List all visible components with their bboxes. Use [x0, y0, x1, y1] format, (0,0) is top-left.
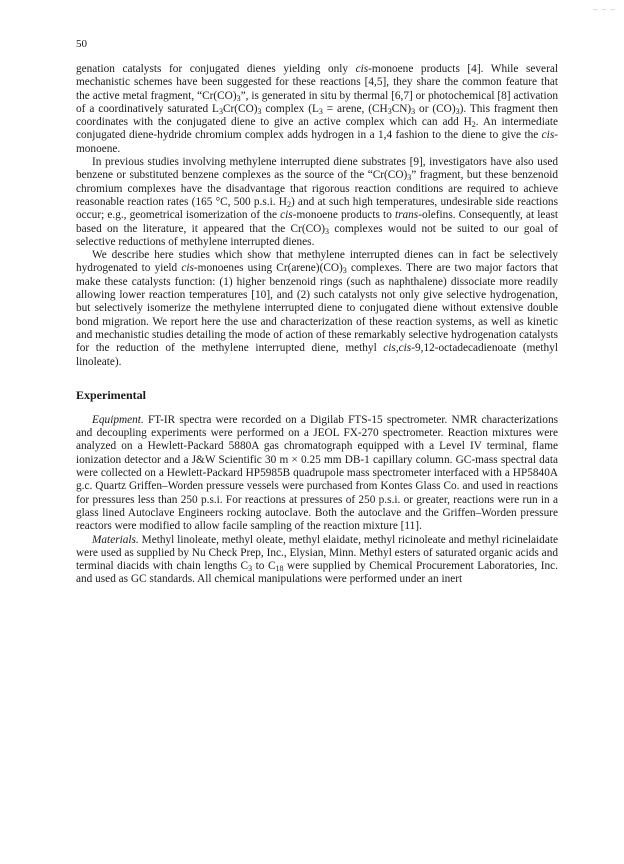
- text-run: ). This fragment then coordinates with the conjugated diene to give an active complex which can add H: [76, 102, 558, 129]
- text-run: were supplied by Chemical Procurement Laboratories, Inc. and used as GC standards. All chemical manipulations were performed under an inert: [76, 560, 558, 586]
- text-run: ” fragment, but these benzenoid chromium complexes have the disadvantage that rigorous reaction conditions are required to achieve reasonable reaction rates (165 °C, 500 p.s.i. H: [76, 169, 559, 208]
- subscript: 18: [275, 564, 284, 574]
- italic-text: cis: [541, 129, 555, 142]
- text-run: Methyl linoleate, methyl oleate, methyl elaidate, methyl ricinoleate and methyl ricinelaidate were used as supplied by Nu Check Prep, Inc., Elysian, Minn. Methyl esters of saturated organic acids and terminal diacids with chain lengths C: [76, 533, 558, 573]
- text-run: -monoenes using Cr(arene)(CO): [193, 262, 343, 275]
- text-run: complex (L: [261, 102, 319, 115]
- text-run: complexes. There are two major factors that make these catalysts function: (1) higher benzenoid rings (such as naphthalene) dissociate more readily allowing lower reaction temperatures [10], and (2) such catalysts not only give selective hydrogenation, but selectively isomerize the methylene interrupted diene to conjugated diene without extensive double bond migration. We report here the use and characterization of these reaction systems, as well as kinetic and mechanistic studies detailing the mode of action of these remarkably selective hydrogenation catalysts for the reduction of the methylene interrupted diene, methyl: [76, 262, 558, 355]
- text-run: -monoene products [4]. While several mechanistic schemes have been suggested for these reactions [4,5], they share the common feature that the active metal fragment, “Cr(CO): [76, 63, 558, 102]
- subscript: 3: [257, 106, 262, 116]
- page-content: [76, 38, 558, 587]
- text-run: genation catalysts for conjugated dienes yielding only: [76, 63, 356, 75]
- subscript: 3: [248, 564, 253, 574]
- subscript: 3: [342, 266, 347, 276]
- subscript: 3: [411, 106, 416, 116]
- subscript: 3: [407, 173, 412, 183]
- text-run: = arene, (CH: [322, 102, 388, 115]
- text-run: -olefins. Consequently, at least based on the literature, it appeared that the Cr(CO): [76, 209, 558, 235]
- page-number: 50: [76, 38, 87, 50]
- subscript: 3: [236, 93, 241, 103]
- subscript: 2: [286, 199, 291, 209]
- text-run: to C: [252, 560, 276, 573]
- italic-text: cis: [181, 262, 194, 275]
- text-run: . An intermediate conjugated diene-hydride chromium complex adds hydrogen in a 1,4 fashion to the diene to give the: [76, 116, 558, 142]
- text-run: -monoene.: [76, 129, 558, 155]
- text-run: In previous studies involving methylene interrupted diene substrates [9], investigators have also used benzene or substituted benzene complexes as the source of the “Cr(CO): [76, 156, 558, 182]
- text-run: Cr(CO): [222, 102, 258, 115]
- paragraph-this-work: [76, 249, 558, 369]
- text-run: ) and at such high temperatures, undesirable side reactions occur; e.g., geometrical isomerization of the: [76, 195, 558, 222]
- paragraph-intro-continued: [76, 63, 558, 156]
- subscript: 2: [471, 120, 476, 130]
- text-run: or (CO): [415, 102, 456, 115]
- text-run: FT-IR spectra were recorded on a Digilab FTS-15 spectrometer. NMR characterizations and decoupling experiments were performed on a JEOL FX-270 spectrometer. Reaction mixtures were analyzed on a Hewlett-Packard 5880A gas chromatograph equipped with a Level IV terminal, flame ionization detector and a J&W Scientific 30 m × 0.25 mm DB-1 capillary column. GC-mass spectral data were collected on a Hewlett-Packard HP5985B quadrupole mass spectrometer interfaced with a HP5840A g.c. Quartz Griffen–Worden pressure vessels were purchased from Kontes Glass Co. and used in reactions for pressures less than 250 p.s.i. For reactions at pressures of 250 p.s.i. or greater, reactions were run in a glass lined Autoclave Engineers rocking autoclave. Both the autoclave and the Griffen–Worden pressure reactors were modified to allow facile sampling of the reaction mixture [11].: [76, 413, 558, 533]
- subscript: 3: [325, 226, 330, 236]
- corner-mark: – – –: [593, 4, 616, 14]
- equipment-text: [76, 414, 558, 532]
- subscript: 3: [455, 106, 460, 116]
- text-run: We describe here studies which show that methylene interrupted dienes can in fact be selectively hydrogenated to yield: [76, 249, 558, 275]
- subscript: 3: [387, 106, 392, 116]
- text-run: complexes would not be suited to our goal of selective reductions of methylene interrupted dienes.: [76, 222, 558, 248]
- text-run: -9,12-octadecadienoate (methyl linoleate).: [76, 342, 558, 368]
- text-run: ”, is generated in situ by thermal [6,7] or photochemical [8] activation of a coordinatively saturated L: [76, 89, 558, 115]
- section-heading-experimental: Experimental: [76, 387, 146, 402]
- subscript: 3: [318, 106, 323, 116]
- paragraph-materials: [76, 534, 558, 587]
- italic-text: cis,cis: [383, 342, 412, 355]
- italic-text: trans: [394, 209, 419, 222]
- text-run: CN): [391, 102, 412, 115]
- text-run: -monoene products to: [292, 209, 395, 222]
- subheading-equipment: Equipment.: [92, 413, 144, 426]
- subscript: 3: [218, 106, 223, 116]
- materials-text: [76, 534, 558, 586]
- paragraph-equipment: [76, 414, 558, 534]
- paragraph-previous-studies: [76, 156, 558, 249]
- italic-text: cis: [355, 63, 369, 75]
- subheading-materials: Materials.: [92, 533, 139, 546]
- italic-text: cis: [280, 209, 293, 222]
